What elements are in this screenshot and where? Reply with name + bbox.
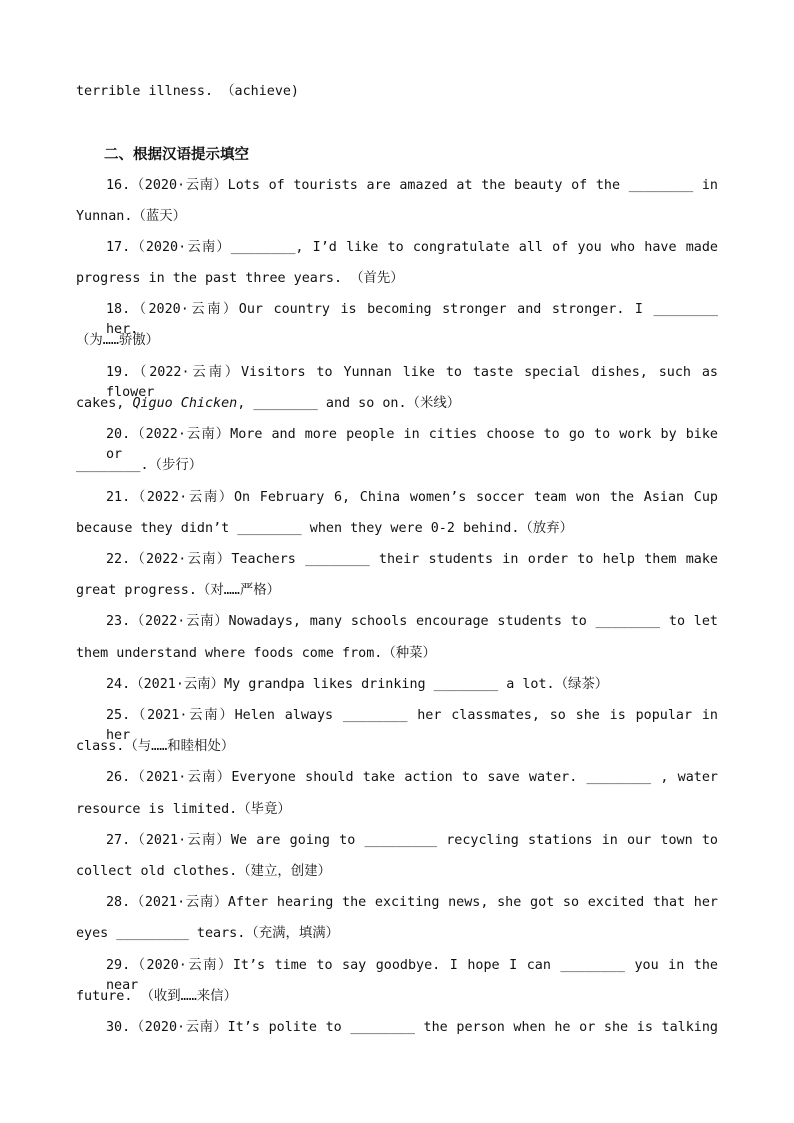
question-26-line-2: resource is limited.（毕竟）: [76, 802, 291, 817]
question-18-line-2: （为……骄傲）: [76, 333, 160, 348]
question-text: （2020·云南）Lots of tourists are amazed at the beauty of the ________ in: [130, 178, 718, 193]
question-29-line-1: [106, 956, 718, 993]
question-22-line-2: great progress.（对……严格）: [76, 583, 281, 598]
question-text: （2021·云南）My grandpa likes drinking ________ a lot.（绿茶）: [130, 677, 609, 692]
section-heading: 二、根据汉语提示填空: [104, 147, 249, 163]
question-number: 27.: [106, 833, 131, 848]
question-17-line-2: progress in the past three years. （首先）: [76, 271, 404, 286]
question-18-line-1: [106, 300, 718, 337]
question-text: （2020·云南）Our country is becoming stronger and stronger. I ________ her.: [106, 302, 718, 337]
question-text: （2022·云南）More and more people in cities choose to go to work by bike or: [106, 427, 718, 462]
question-number: 26.: [106, 770, 131, 785]
question-25-line-1: [106, 706, 718, 743]
question-text-post: , ________ and so on.（米线）: [237, 396, 461, 411]
question-text: （2021·云南）After hearing the exciting news, she got so excited that her: [130, 895, 718, 910]
question-16-line-2: Yunnan.（蓝天）: [76, 209, 186, 224]
question-number: 23.: [106, 614, 131, 629]
question-text: （2022·云南）Nowadays, many schools encourage students to ________ to let: [130, 614, 718, 629]
question-16-line-1: [106, 176, 718, 196]
question-28-line-1: [106, 893, 718, 913]
question-text-pre: cakes,: [76, 396, 133, 411]
question-number: 22.: [106, 552, 131, 567]
question-number: 21.: [106, 490, 131, 505]
question-26-line-1: [106, 768, 718, 788]
question-number: 24.: [106, 677, 131, 692]
question-number: 29.: [106, 958, 131, 973]
dish-name-italic: Qiguo Chicken: [132, 396, 238, 411]
question-19-line-1: [106, 363, 718, 400]
question-number: 17.: [106, 240, 131, 255]
question-text: （2021·云南）We are going to _________ recycling stations in our town to: [130, 833, 718, 848]
question-17-line-1: [106, 238, 718, 258]
question-number: 30.: [106, 1020, 131, 1035]
question-28-line-2: eyes _________ tears.（充满，填满）: [76, 926, 340, 941]
question-23-line-1: [106, 612, 718, 632]
question-19-line-2: [76, 394, 718, 414]
question-number: 18.: [106, 302, 131, 317]
question-text: （2021·云南）Everyone should take action to save water. ________ , water: [130, 770, 718, 785]
question-22-line-1: [106, 550, 718, 570]
question-number: 28.: [106, 895, 131, 910]
question-text: （2022·云南）Teachers ________ their students in order to help them make: [130, 552, 718, 567]
question-20-line-2: ________.（步行）: [76, 458, 203, 473]
question-23-line-2: them understand where foods come from.（种菜）: [76, 646, 436, 661]
question-text: （2022·云南）Visitors to Yunnan like to taste special dishes, such as flower: [106, 365, 718, 400]
question-27-line-1: [106, 831, 718, 851]
question-number: 25.: [106, 708, 131, 723]
question-text: （2021·云南）Helen always ________ her classmates, so she is popular in her: [106, 708, 718, 743]
question-number: 16.: [106, 178, 131, 193]
question-text: （2020·云南）________, I’d like to congratulate all of you who have made: [130, 240, 718, 255]
question-24-line-1: [106, 675, 718, 695]
question-text: （2022·云南）On February 6, China women’s soccer team won the Asian Cup: [130, 490, 718, 505]
question-20-line-1: [106, 425, 718, 462]
question-30-line-1: [106, 1018, 718, 1038]
question-21-line-1: [106, 488, 718, 508]
question-text: （2020·云南）It’s time to say goodbye. I hope I can ________ you in the near: [106, 958, 718, 993]
question-29-line-2: future. （收到……来信）: [76, 989, 237, 1004]
question-27-line-2: collect old clothes.（建立，创建）: [76, 864, 331, 879]
question-number: 20.: [106, 427, 131, 442]
question-21-line-2: because they didn’t ________ when they were 0-2 behind.（放弃）: [76, 521, 573, 536]
question-text: （2020·云南）It’s polite to ________ the person when he or she is talking: [130, 1020, 718, 1035]
question-25-line-2: class.（与……和睦相处）: [76, 739, 235, 754]
continued-sentence: terrible illness. （achieve): [76, 84, 299, 99]
question-number: 19.: [106, 365, 131, 380]
